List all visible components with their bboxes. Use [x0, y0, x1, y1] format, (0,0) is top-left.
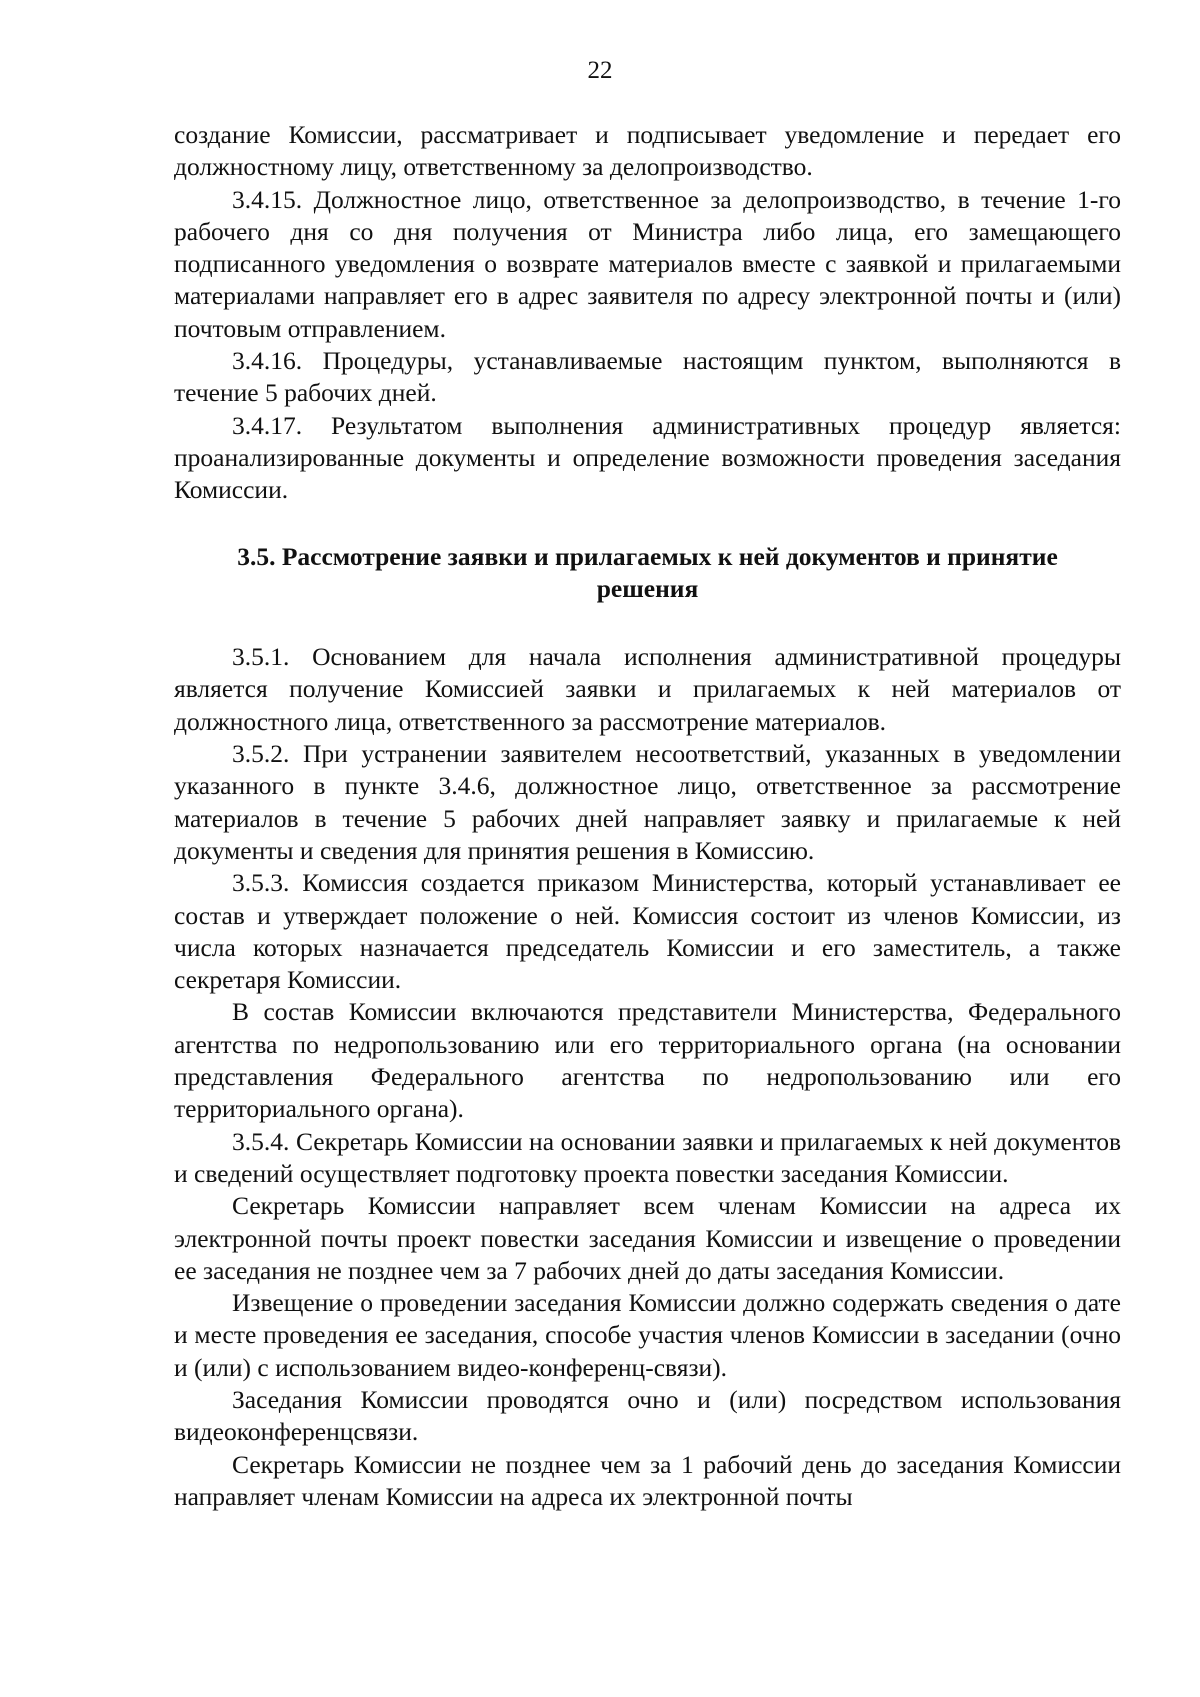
- paragraph-3-5-4: 3.5.4. Секретарь Комиссии на основании заявки и прилагаемых к ней документов и сведений осуществляет подготовку проекта повестки заседания Комиссии.: [174, 1126, 1121, 1188]
- paragraph-secretary-one-day: Секретарь Комиссии не позднее чем за 1 рабочий день до заседания Комиссии направляет членам Комиссии на адреса их электронной почты: [174, 1449, 1121, 1511]
- paragraph-3-5-1: 3.5.1. Основанием для начала исполнения административной процедуры является получение Комиссией заявки и прилагаемых к ней материалов от должностного лица, ответственного за рассмотрение материалов.: [174, 642, 1121, 736]
- paragraph-secretary-sends-agenda: Секретарь Комиссии направляет всем членам Комиссии на адреса их электронной почты проект повестки заседания Комиссии и извещение о проведении ее заседания не позднее чем за 7 рабочих дней до даты заседания Комиссии.: [174, 1191, 1121, 1285]
- document-body: [174, 119, 1121, 1513]
- paragraph-continuation: создание Комиссии, рассматривает и подписывает уведомление и передает его должностному лицу, ответственному за делопроизводство.: [174, 120, 1121, 182]
- paragraph-3-5-3: 3.5.3. Комиссия создается приказом Министерства, который устанавливает ее состав и утверждает положение о ней. Комиссия состоит из членов Комиссии, из числа которых назначается председатель Комиссии и его заместитель, а также секретаря Комиссии.: [174, 868, 1121, 995]
- paragraph-3-4-15: 3.4.15. Должностное лицо, ответственное за делопроизводство, в течение 1-го рабочего дня со дня получения от Министра либо лица, его замещающего подписанного уведомления о возврате материалов вместе с заявкой и прилагаемыми материалами направляет его в адрес заявителя по адресу электронной почты и (или) почтовым отправлением.: [174, 184, 1121, 343]
- page-number: 22: [587, 57, 613, 84]
- paragraph-3-4-16: 3.4.16. Процедуры, устанавливаемые настоящим пунктом, выполняются в течение 5 рабочих дней.: [174, 346, 1121, 408]
- paragraph-3-4-17: 3.4.17. Результатом выполнения административных процедур является: проанализированные документы и определение возможности проведения заседания Комиссии.: [174, 410, 1121, 505]
- section-heading-3-5: 3.5. Рассмотрение заявки и прилагаемых к ней документов и принятие решения: [237, 541, 1058, 603]
- paragraph-3-5-2: 3.5.2. При устранении заявителем несоответствий, указанных в уведомлении указанного в пункте 3.4.6, должностное лицо, ответственное за рассмотрение материалов в течение 5 рабочих дней направляет заявку и прилагаемые к ней документы и сведения для принятия решения в Комиссию.: [174, 739, 1121, 865]
- paragraph-commission-composition: В состав Комиссии включаются представители Министерства, Федерального агентства по недропользованию или его территориального органа (на основании представления Федерального агентства по недропользованию или его территориального органа).: [174, 997, 1121, 1124]
- paragraph-meeting-notice: Извещение о проведении заседания Комиссии должно содержать сведения о дате и месте проведения ее заседания, способе участия членов Комиссии в заседании (очно и (или) с использованием видео-конференц-связи).: [174, 1288, 1121, 1382]
- paragraph-meeting-format: Заседания Комиссии проводятся очно и (или) посредством использования видеоконференцсвязи.: [174, 1384, 1121, 1447]
